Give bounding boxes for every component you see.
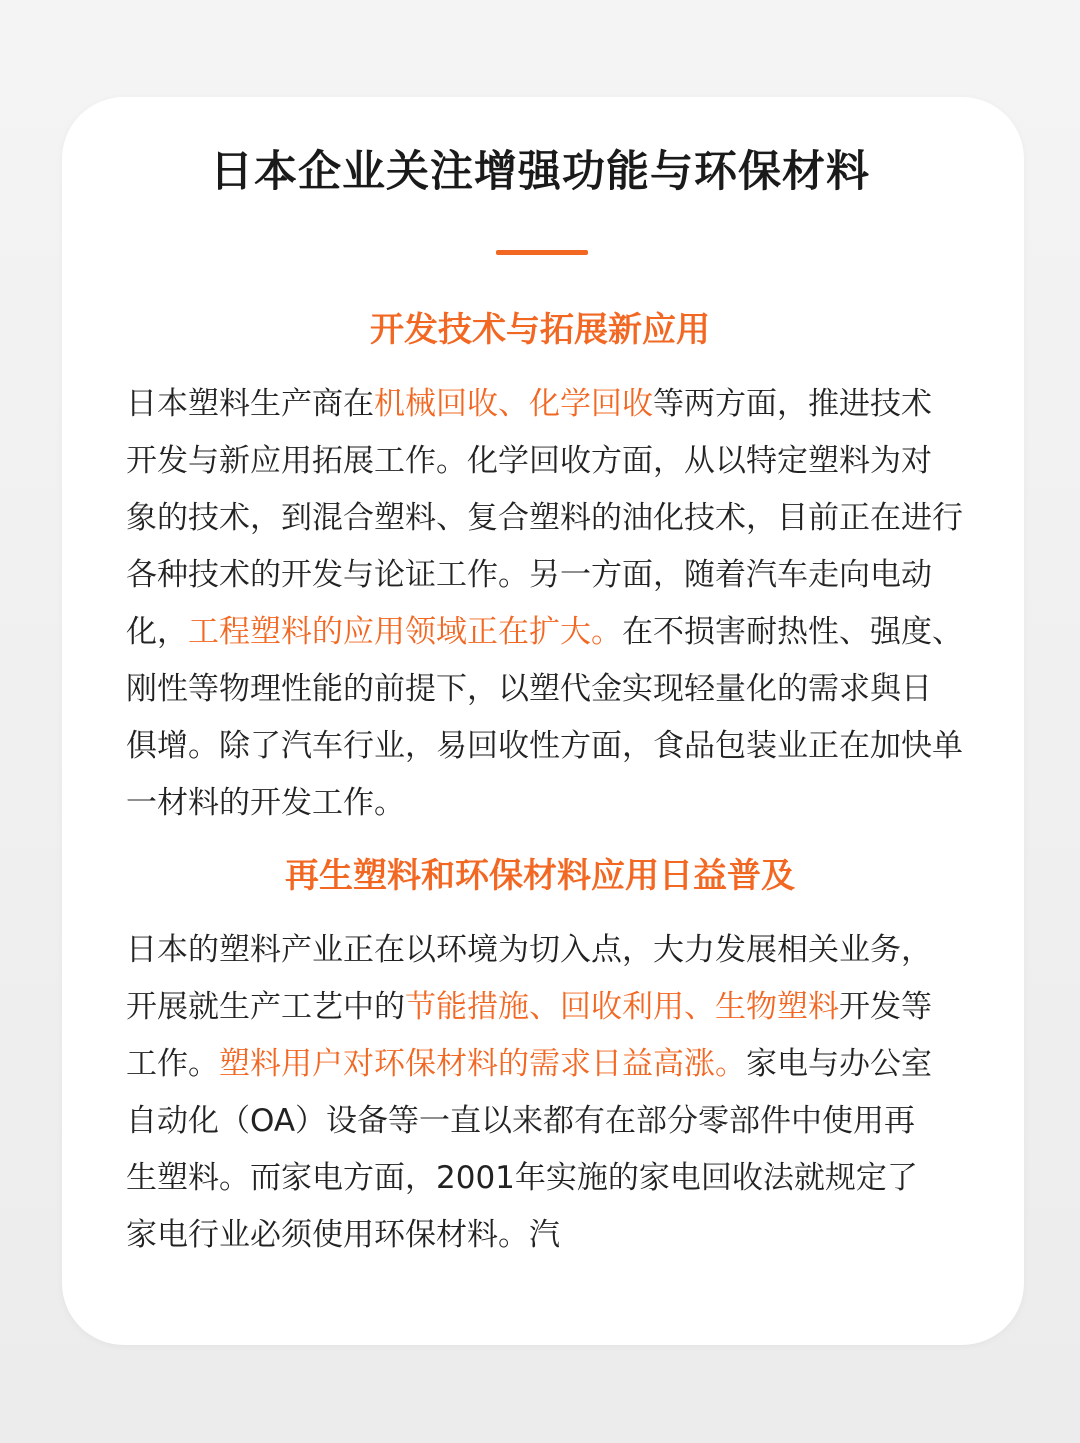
page-title: 日本企业关注增强功能与环保材料 — [210, 147, 870, 197]
body-text: 化， — [126, 614, 188, 650]
body-text: 日本塑料生产商在 — [126, 386, 374, 422]
body-text: 开展就生产工艺中的 — [126, 989, 405, 1025]
text-line — [126, 547, 972, 604]
body-text: 在不损害耐热性、强度、 — [622, 614, 963, 650]
body-text: 家电与办公室 — [746, 1046, 932, 1082]
body-text: 刚性等物理性能的前提下，以塑代金实现轻量化的需求與日 — [126, 671, 932, 707]
highlighted-text: 节能措施、回收利用、生物塑料 — [405, 989, 839, 1025]
text-line — [126, 661, 972, 718]
body-text: 俱增。除了汽车行业，易回收性方面，食品包装业正在加快单 — [126, 728, 963, 764]
text-line — [126, 922, 972, 979]
body-text: 一材料的开发工作。 — [126, 785, 405, 821]
text-line — [126, 490, 972, 547]
text-line — [126, 1093, 972, 1150]
text-line — [126, 979, 972, 1036]
text-line — [126, 376, 972, 433]
text-line — [126, 1036, 972, 1093]
paragraph-eco — [126, 922, 972, 1264]
section-heading-eco: 再生塑料和环保材料应用日益普及 — [285, 856, 795, 896]
highlighted-text: 塑料用户对环保材料的需求日益高涨。 — [219, 1046, 746, 1082]
text-line — [126, 433, 972, 490]
body-text: 自动化（OA）设备等一直以来都有在部分零部件中使用再 — [126, 1103, 916, 1139]
body-text: 家电行业必须使用环保材料。汽 — [126, 1217, 560, 1253]
text-line — [126, 718, 972, 775]
body-text: 日本的塑料产业正在以环境为切入点，大力发展相关业务， — [126, 932, 932, 968]
body-text: 生塑料。而家电方面，2001年实施的家电回收法就规定了 — [126, 1160, 918, 1196]
text-line — [126, 604, 972, 661]
highlighted-text: 机械回收、化学回收 — [374, 386, 653, 422]
body-text: 开发与新应用拓展工作。化学回收方面，从以特定塑料为对 — [126, 443, 932, 479]
title-divider — [496, 250, 588, 255]
body-text: 各种技术的开发与论证工作。另一方面，随着汽车走向电动 — [126, 557, 932, 593]
body-text: 等两方面，推进技术 — [653, 386, 932, 422]
highlighted-text: 工程塑料的应用领域正在扩大。 — [188, 614, 622, 650]
body-text: 象的技术，到混合塑料、复合塑料的油化技术，目前正在进行 — [126, 500, 963, 536]
text-line — [126, 775, 972, 832]
paragraph-tech — [126, 376, 972, 832]
text-line — [126, 1207, 972, 1264]
section-heading-tech: 开发技术与拓展新应用 — [370, 310, 710, 350]
text-line — [126, 1150, 972, 1207]
body-text: 开发等 — [839, 989, 932, 1025]
body-text: 工作。 — [126, 1046, 219, 1082]
